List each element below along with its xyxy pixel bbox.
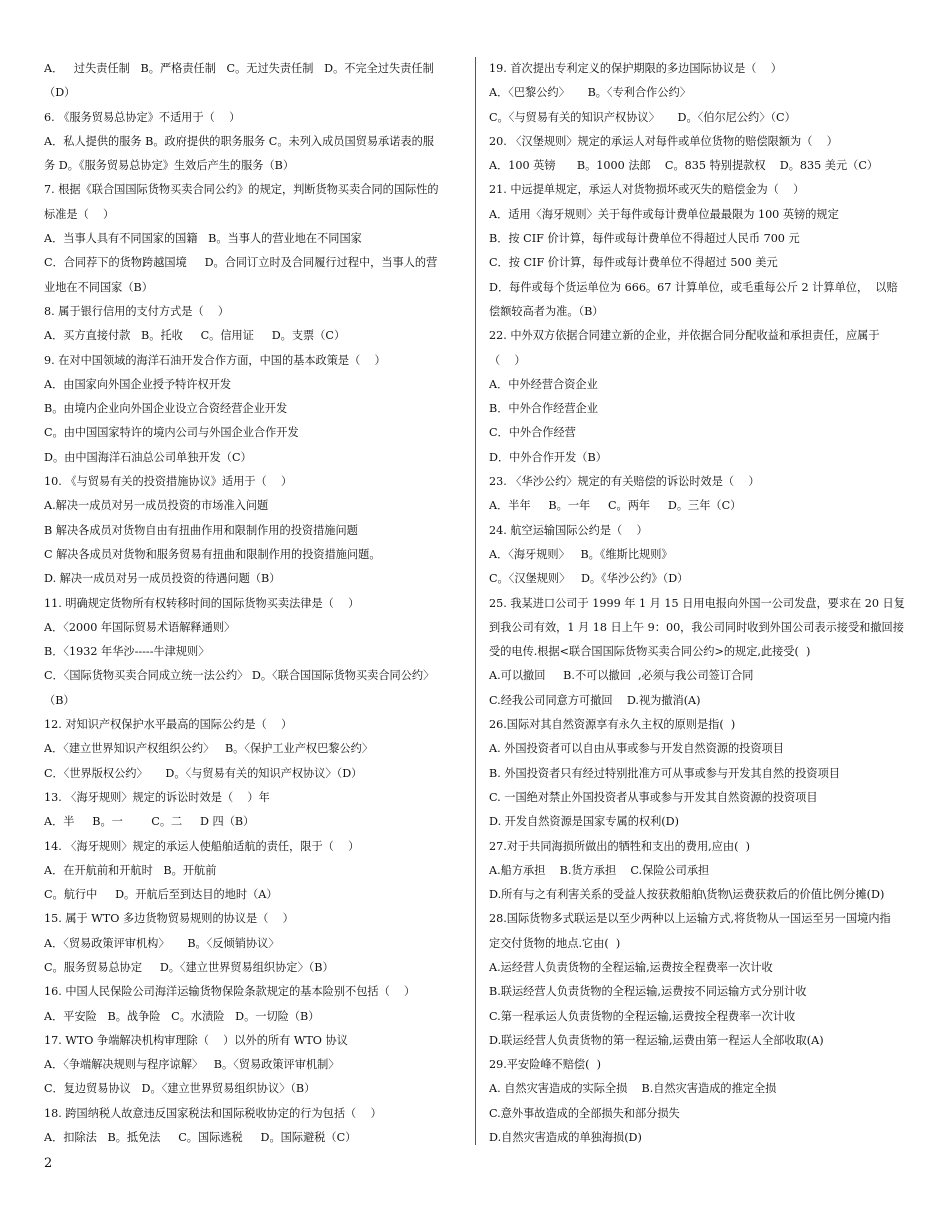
text-line: A．半 B。一 C。二 D 四（B）	[44, 815, 255, 829]
text-line: A．扣除法 B。抵免法 C。国际逃税 D。国际避税（C）	[44, 1131, 357, 1145]
text-line: A．买方直接付款 B。托收 C。信用证 D。支票（C）	[44, 329, 346, 343]
text-line: （ ）	[489, 353, 526, 367]
text-line: 11. 明确规定货物所有权转移时间的国际货物买卖法律是（ ）	[44, 596, 360, 610]
text-line: C．中外合作经营	[489, 426, 576, 440]
text-line: 25. 我某进口公司于 1999 年 1 月 15 日用电报向外国一公司发盘，要求在 20 日复	[489, 596, 905, 610]
text-line: 20. 〈汉堡规则〉规定的承运人对每件或单位货物的赔偿限额为（ ）	[489, 134, 838, 148]
text-line: C.经我公司同意方可撤回 D.视为撤消(A)	[489, 693, 701, 707]
text-line: C 解决各成员对货物和服务贸易有扭曲和限制作用的投资措施问题。	[44, 547, 381, 561]
text-line: 28.国际货物多式联运是以至少两种以上运输方式,将货物从一国运至另一国境内指	[489, 912, 891, 926]
text-line: C.意外事故造成的全部损失和部分损失	[489, 1106, 680, 1120]
text-line: 7. 根据《联合国国际货物买卖合同公约》的规定，判断货物买卖合同的国际性的	[44, 183, 439, 197]
text-line: 13. 〈海牙规则〉规定的诉讼时效是（ ）年	[44, 790, 270, 804]
text-line: A．〈2000 年国际贸易术语解释通则〉	[44, 620, 236, 634]
text-line: A．半年 B。一年 C。两年 D。三年（C）	[489, 499, 742, 513]
text-line: C．合同荐下的货物跨越国境 D。合同订立时及合同履行过程中，当事人的营	[44, 256, 438, 270]
text-line: 14. 〈海牙规则〉规定的承运人使船舶适航的责任，限于（ ）	[44, 839, 360, 853]
text-line: D．每件或每个货运单位为 666。67 计算单位，或毛重每公斤 2 计算单位， 以赔	[489, 280, 898, 294]
text-line: 16. 中国人民保险公司海洋运输货物保险条款规定的基本险别不包括（ ）	[44, 985, 416, 999]
text-line: A.可以撤回 B.不可以撤回 ,必须与我公司签订合同	[489, 669, 754, 683]
text-line: 15. 属于 WTO 多边货物贸易规则的协议是（ ）	[44, 912, 294, 926]
page-number: 2	[44, 1156, 53, 1171]
text-line: 到我公司有效，1 月 18 日上午 9：00，我公司同时收到外国公司表示接受和撤回接	[489, 620, 904, 634]
text-line: B.联运经营人负责货物的全程运输,运费按不同运输方式分别计收	[489, 985, 807, 999]
text-line: D.自然灾害造成的单独海损(D)	[489, 1131, 642, 1145]
text-line: 8. 属于银行信用的支付方式是（ ）	[44, 304, 230, 318]
text-line: D.所有与之有利害关系的受益人按获救船舶\货物\运费获救后的价值比例分摊(D)	[489, 888, 885, 902]
text-line: 17. WTO 争端解决机构审理除（ ）以外的所有 WTO 协议	[44, 1033, 348, 1047]
text-line: C．〈世界版权公约〉 D。〈与贸易有关的知识产权协议〉（D）	[44, 766, 363, 780]
text-line: A．在开航前和开航时 B。开航前	[44, 863, 217, 877]
text-line: 29.平安险峰不赔偿( )	[489, 1058, 601, 1072]
text-line: B. 外国投资者只有经过特别批准方可从事或参与开发其自然的投资项目	[489, 766, 840, 780]
text-line: B 解决各成员对货物自由有扭曲作用和限制作用的投资措施问题	[44, 523, 358, 537]
text-line: 6. 《服务贸易总协定》不适用于（ ）	[44, 110, 241, 124]
text-line: 受的电传.根据<联合国国际货物买卖合同公约>的规定,此接受( )	[489, 645, 811, 659]
text-line: C。服务贸易总协定 D。〈建立世界贸易组织协定〉（B）	[44, 960, 334, 974]
text-line: B。由境内企业向外国企业设立合资经营企业开发	[44, 402, 288, 416]
text-line: 22. 中外双方依据合同建立新的企业，并依据合同分配收益和承担责任，应属于	[489, 329, 880, 343]
text-line: A．平安险 B。战争险 C。水渍险 D。一切险（B）	[44, 1009, 320, 1023]
text-line: 业地在不同国家（B）	[44, 280, 153, 294]
text-line: （B）	[44, 693, 75, 707]
text-line: B．中外合作经营企业	[489, 402, 598, 416]
text-line: A. 外国投资者可以自由从事或参与开发自然资源的投资项目	[489, 742, 784, 756]
text-line: A．100 英镑 B。1000 法郎 C。835 特别提款权 D。835 美元（C）	[489, 159, 879, 173]
text-line: （D）	[44, 86, 76, 100]
text-line: A．中外经营合资企业	[489, 377, 598, 391]
text-line: D。由中国海洋石油总公司单独开发（C）	[44, 450, 252, 464]
text-line: A.解决一成员对另一成员投资的市场准入问题	[44, 499, 269, 513]
text-line: D. 解决一成员对另一成员投资的待遇问题（B）	[44, 572, 281, 586]
text-line: C．复边贸易协议 D。〈建立世界贸易组织协议〉（B）	[44, 1082, 316, 1096]
text-line: A．适用〈海牙规则〉关于每件或每计费单位最最限为 100 英镑的规定	[489, 207, 839, 221]
text-line: A．〈建立世界知识产权组织公约〉 B。〈保护工业产权巴黎公约〉	[44, 742, 374, 756]
text-line: C. 一国绝对禁止外国投资者从事或参与开发其自然资源的投资项目	[489, 790, 818, 804]
text-line: 21. 中远提单规定，承运人对货物损坏或灭失的赔偿金为（ ）	[489, 183, 805, 197]
text-line: 10. 《与贸易有关的投资措施协议》适用于（ ）	[44, 475, 293, 489]
text-line: A．〈争端解决规则与程序谅解〉 B。〈贸易政策评审机制〉	[44, 1058, 340, 1072]
text-line: B．〈1932 年华沙-----牛津规则〉	[44, 645, 210, 659]
text-line: C．按 CIF 价计算，每件或每计费单位不得超过 500 美元	[489, 256, 778, 270]
text-line: A．私人提供的服务 B。政府提供的职务服务 C。未列入成员国贸易承诺表的服	[44, 134, 434, 148]
right-column	[489, 57, 909, 1150]
text-line: A．〈巴黎公约〉 B。〈专利合作公约〉	[489, 86, 691, 100]
text-line: A．由国家向外国企业授予特许权开发	[44, 377, 232, 391]
text-line: A．〈贸易政策评审机构〉 B。〈反倾销协议〉	[44, 936, 280, 950]
text-line: 务 D。《服务贸易总协定》生效后产生的服务（B）	[44, 159, 295, 173]
text-line: A．当事人具有不同国家的国籍 B。当事人的营业地在不同国家	[44, 232, 362, 246]
text-line: 9. 在对中国领域的海洋石油开发合作方面，中国的基本政策是（ ）	[44, 353, 386, 367]
text-line: C．〈国际货物买卖合同成立统一法公约〉 D。〈联合国国际货物买卖合同公约〉	[44, 669, 435, 683]
text-line: C。〈与贸易有关的知识产权协议〉 D。〈伯尔尼公约〉（C）	[489, 110, 796, 124]
text-line: A. 自然灾害造成的实际全损 B.自然灾害造成的推定全损	[489, 1082, 777, 1096]
text-line: 12. 对知识产权保护水平最高的国际公约是（ ）	[44, 718, 293, 732]
text-line: 偿额较高者为准。（B）	[489, 304, 604, 318]
text-line: A．〈海牙规则〉 B。《维斯比规则》	[489, 547, 673, 561]
text-line: B．按 CIF 价计算，每件或每计费单位不得超过人民币 700 元	[489, 232, 800, 246]
text-line: 23. 〈华沙公约〉规定的有关赔偿的诉讼时效是（ ）	[489, 475, 760, 489]
text-line: C。〈汉堡规则〉 D。《华沙公约》（D）	[489, 572, 689, 586]
text-line: C。由中国国家特许的境内公司与外国企业合作开发	[44, 426, 299, 440]
text-line: D. 开发自然资源是国家专属的权利(D)	[489, 815, 680, 829]
text-line: A.船方承担 B.货方承担 C.保险公司承担	[489, 863, 710, 877]
text-line: D．中外合作开发（B）	[489, 450, 607, 464]
text-line: D.联运经营人负责货物的第一程运输,运费由第一程运人全部收取(A)	[489, 1033, 824, 1047]
text-line: 27.对于共同海损所做出的牺牲和支出的费用,应由( )	[489, 839, 750, 853]
text-line: 24. 航空运输国际公约是（ ）	[489, 523, 648, 537]
text-line: A． 过失责任制 B。严格责任制 C。无过失责任制 D。不完全过失责任制	[44, 62, 434, 75]
text-line: C。航行中 D。开航后至到达目的地时（A）	[44, 888, 278, 902]
left-column	[44, 57, 464, 1150]
text-line: 26.国际对其自然资源享有永久主权的原则是指( )	[489, 718, 736, 732]
column-divider	[475, 57, 476, 1145]
text-line: 18. 跨国纳税人故意违反国家税法和国际税收协定的行为包括（ ）	[44, 1106, 382, 1120]
text-line: C.第一程承运人负责货物的全程运输,运费按全程费率一次计收	[489, 1009, 796, 1023]
text-line: 标准是（ ）	[44, 207, 115, 221]
text-line: 19. 首次提出专利定义的保护期限的多边国际协议是（ ）	[489, 62, 782, 75]
text-line: A.运经营人负责货物的全程运输,运费按全程费率一次计收	[489, 960, 773, 974]
text-line: 定交付货物的地点.它由( )	[489, 936, 621, 950]
